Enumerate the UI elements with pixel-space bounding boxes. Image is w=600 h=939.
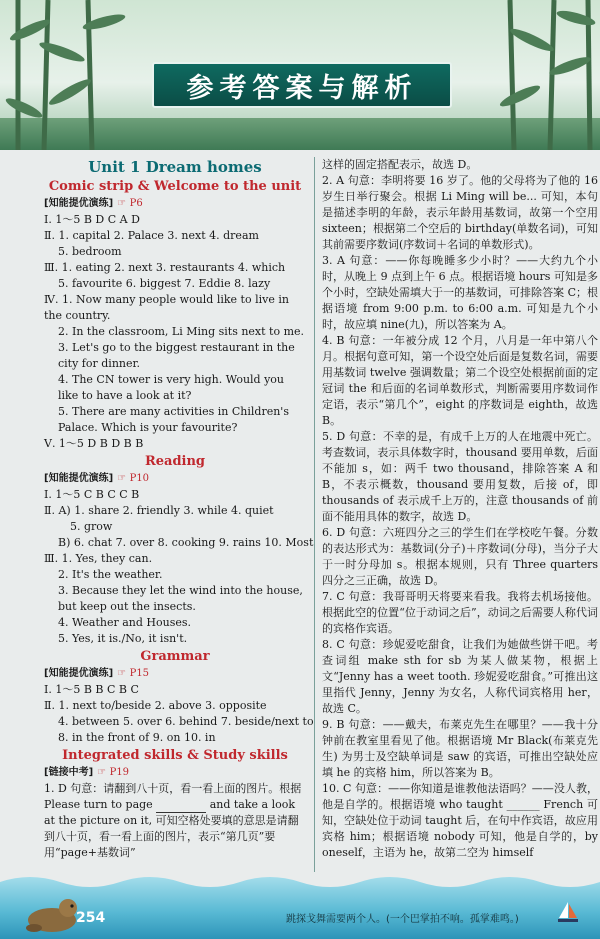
answer-line: 5. bedroom: [58, 245, 122, 258]
answer-line: 8. in the front of 9. on 10. in: [58, 731, 216, 744]
answer-line: 4. Weather and Houses.: [58, 616, 192, 629]
answer-line: Ⅰ. 1～5 B B C B C: [44, 683, 139, 696]
footer-sea: [0, 872, 600, 939]
left-column: [44, 157, 314, 861]
answer-paragraph: 5. D 句意：不幸的是，有成千上万的人在地震中死亡。考查数词，表示具体数字时，thousand 要用单数，后面不能加 s，如：两千 two thousand，排除答案 A 和 B，不表示概数，thousand 要用复数，后接 of，即 thousands of 表示成千上万的，注意 thousands of 前面不能用具体的数字，故选 D。: [322, 430, 598, 523]
answer-text: and take a look at the picture on it, 可知空格处要填的意思是请翻到八十页，看一看上面的图片，表示“第几页”要用“page+基数词”: [44, 798, 299, 859]
pointing-hand-icon: ☞: [117, 668, 127, 679]
answer-line: Ⅱ. 1. next to/beside 2. above 3. opposite: [44, 699, 267, 712]
answer-paragraph: [44, 781, 306, 861]
answer-line: Ⅱ. A) 1. share 2. friendly 3. while 4. quiet: [44, 504, 274, 517]
column-divider: [314, 157, 315, 887]
title-banner: [152, 62, 452, 108]
unit-title: Unit 1 Dream homes: [88, 158, 262, 176]
section-title-reading: Reading: [144, 454, 206, 469]
practice-tag: [44, 471, 306, 487]
answer-line: Ⅰ. 1～5 B D C A D: [44, 213, 140, 226]
section-title-grammar: Grammar: [140, 649, 210, 664]
answer-paragraph: 6. D 句意：六班四分之三的学生们在学校吃午餐。分数的表达形式为：基数词(分子)＋序数词(分母)，当分子大于一时分母加 s。根据本规则，只有 Three quarters 四分之三正确，故选 D。: [322, 526, 598, 587]
answer-line: 2. It's the weather.: [58, 568, 163, 581]
answer-line: 3. Because they let the wind into the house, but keep out the insects.: [58, 584, 303, 613]
page-ref: P10: [129, 473, 150, 484]
right-column: [322, 157, 598, 861]
answer-line: 4. between 5. over 6. behind 7. beside/next to: [58, 715, 314, 728]
pointing-hand-icon: ☞: [97, 767, 107, 778]
page-ref: P19: [109, 767, 130, 778]
answer-line: 5. grow: [70, 520, 113, 533]
answer-line: 5. Yes, it is./No, it isn't.: [58, 632, 188, 645]
page-title: 参考答案与解析: [186, 72, 418, 104]
answer-blank: [156, 802, 206, 813]
practice-tag: [44, 666, 306, 682]
answer-line: Ⅰ. 1～5 C B C C B: [44, 488, 140, 501]
answer-text: 1. D 句意：请翻到八十页，看一看上面的图片。根据 Please turn to page: [44, 782, 302, 811]
wave-icon: [0, 872, 600, 892]
answer-line: 3. Let's go to the biggest restaurant in the city for dinner.: [58, 341, 295, 370]
answer-line: 5. favourite 6. biggest 7. Eddie 8. lazy: [58, 277, 271, 290]
answer-line: Ⅲ. 1. eating 2. next 3. restaurants 4. which: [44, 261, 286, 274]
answer-paragraph: 3. A 句意：——你每晚睡多少小时？——大约九个小时，从晚上 9 点到上午 6 点。根据语境 hours 可知是多个小时，空缺处需填大于一的基数词，可排除答案 C；根据语境 from 9:00 p.m. to 6:00 a.m. 可知是九个小时，故应填 nine(九)，所以答案为 A。: [322, 254, 598, 331]
answer-paragraph: 4. B 句意：一年被分成 12 个月，八月是一年中第八个月。根据句意可知，第一个设空处后面是复数名词，需要用基数词 twelve 强调数量；第二个设空处根据前面的定冠词 the 和后面的名词单数形式，判断需要用序数词作定语，表示“第几个”，eight 的序数词是 eighth，故选 B。: [322, 334, 598, 427]
bamboo-left-icon: [0, 0, 130, 150]
answer-paragraph: 10. C 句意：——你知道是谁教他法语吗？——没人教，他是自学的。根据语境 who taught ______ French 可知，空缺处位于动词 taught 后，在句中作宾语，故应用宾格 him；根据语境 nobody 可知，他是自学的，by oneself，主语为 he，故第二空为 himself: [322, 782, 598, 859]
header-banner: [0, 0, 600, 150]
practice-tag: [44, 196, 306, 212]
answer-line: 4. The CN tower is very high. Would you like to have a look at it?: [58, 373, 284, 402]
answer-line: 5. There are many activities in Children's Palace. Which is your favourite?: [58, 405, 289, 434]
answer-line: Ⅳ. 1. Now many people would like to live in the country.: [44, 293, 289, 322]
answer-paragraph: 2. A 句意：李明将要 16 岁了。他的父母将为了他的 16 岁生日举行聚会。根据 Li Ming will be... 可知，本句是描述李明的年龄，表示年龄用基数词，故第一个空用 sixteen；根据第二个空后的 birthday(单数名词)，可知其前需要序数词(序数词＋名词的单数形式)。: [322, 174, 598, 251]
tag-label: [知能提优演练]: [44, 198, 114, 209]
tag-label: [知能提优演练]: [44, 668, 114, 679]
tag-label: [知能提优演练]: [44, 473, 114, 484]
answer-paragraph: 9. B 句意：——戴夫，布莱克先生在哪里？——我十分钟前在教室里看见了他。根据语境 Mr Black(布莱克先生) 为男士及空缺单词是 saw 的宾语，可推出空缺处应填 he 的宾格 him，所以答案为 B。: [322, 718, 598, 779]
section-title-integrated: Integrated skills & Study skills: [62, 748, 288, 763]
pointing-hand-icon: ☞: [117, 198, 127, 209]
sailboat-icon: [556, 900, 580, 926]
answer-line: Ⅱ. 1. capital 2. Palace 3. next 4. dream: [44, 229, 259, 242]
seal-icon: [22, 888, 82, 936]
page-ref: P15: [129, 668, 150, 679]
bamboo-right-icon: [480, 0, 600, 150]
answer-line: Ⅴ. 1～5 D B D B B: [44, 437, 144, 450]
page-ref: P6: [129, 198, 143, 209]
page-number: 254: [76, 910, 106, 926]
tag-label: [链接中考]: [44, 767, 94, 778]
answer-line: B) 6. chat 7. over 8. cooking 9. rains 10. Most: [58, 536, 314, 549]
answer-paragraph: 这样的固定搭配表示，故选 D。: [322, 158, 478, 171]
answer-paragraph: 7. C 句意：我哥哥明天将要来看我。我将去机场接他。根据此空的位置“位于动词之后”，动词之后需要人称代词的宾格作宾语。: [322, 590, 598, 635]
answer-line: Ⅲ. 1. Yes, they can.: [44, 552, 153, 565]
exam-link-tag: [44, 765, 306, 781]
answer-paragraph: 8. C 句意：珍妮爱吃甜食，让我们为她做些饼干吧。考查词组 make sth for sb 为某人做某物，根据上文“Jenny has a weet tooth. 珍妮爱吃甜食。”可推出这里指代 Jenny，Jenny 为女名，人称代词宾格用 her，故选 C。: [322, 638, 598, 715]
footer-proverb: 跳探戈舞需要两个人。(一个巴掌拍不响。孤掌难鸣。): [286, 914, 519, 925]
section-title-comic: Comic strip & Welcome to the unit: [48, 179, 302, 194]
pointing-hand-icon: ☞: [117, 473, 127, 484]
answer-line: 2. In the classroom, Li Ming sits next to me.: [58, 325, 305, 338]
